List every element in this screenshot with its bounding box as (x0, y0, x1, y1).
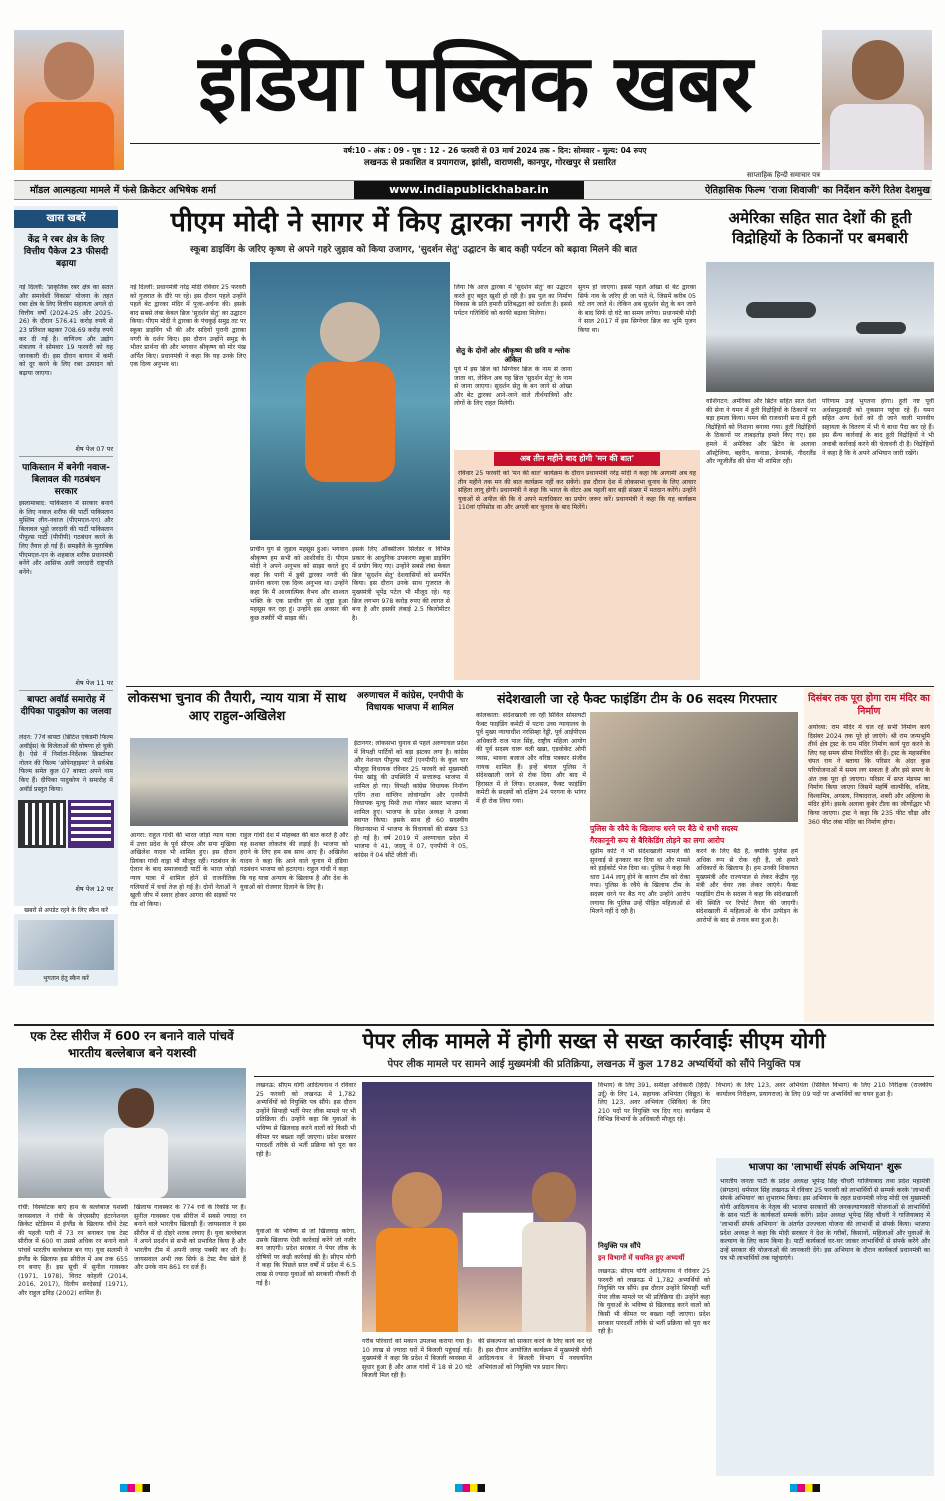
mann-ki-baat-box (454, 450, 700, 680)
sidebar (14, 206, 118, 986)
website[interactable]: www.indiapublickhabar.in (354, 181, 584, 199)
jaiswal-headline[interactable]: एक टेस्ट सीरीज में 600 रन बनाने वाले पांचवें भारतीय बल्लेबाज बने यशस्वी (30, 1029, 234, 1060)
sidebar-item-headline[interactable]: बाफ्टा अवॉर्ड समारोह में दीपिका पादुकोण का जलवा (20, 695, 112, 717)
masthead-strip (14, 180, 932, 200)
sandeshkhali-body: सुप्रीम कोर्ट ने भी संदेशखाली मामले की सुनवाई से इनकार कर दिया था और मामले को हाईकोर्ट भेज दिया था। पुलिस ने कहा कि धारा 144 लागू होने के कारण टीम को रोका गया। पुलिस के रवैये के खिलाफ टीम के सदस्य धरने पर बैठ गए और उन्होंने आरोप लगाया कि पुलिस उन्हें पीड़ित महिलाओं से मिलने नहीं दे रही है। (590, 848, 690, 916)
tagline: साप्ताहिक हिन्दी समाचार पत्र (747, 171, 820, 179)
lead-body: इसके लिए ऑक्सीजन सिलेंडर व विभिन्न प्रकार के आधुनिक उपकरण स्कूबा डाइविंग में प्रयोग किए गए। उन्होंने सबसे लंबा केबल ब्रिज 'सुदर्शन सेतु' देशवासियों को समर्पित किया। इस दौरान उनके साथ गुजरात के मुख्यमंत्री भूपेंद्र पटेल भी मौजूद रहे। यह ब्रिज लगभग 978 करोड़ रुपए की लागत से बना है और इसकी लंबाई 2.5 किलोमीटर है। (352, 546, 450, 622)
fact-finding-photo (590, 712, 798, 822)
yogi-headline[interactable]: पेपर लीक मामले में होगी सख्त से सख्त कार्रवाईः सीएम योगी (362, 1029, 826, 1053)
helicopter-photo (706, 262, 934, 392)
jaiswal-photo (18, 1068, 246, 1198)
yogi-body: विभाग) के लिए 123, अवर अभियंता (सिविल विभाग) के लिए 210 निरीक्षक (राजकीय कार्यालय निरीक्षण, प्रयागराज) के लिए 09 पदों पर अभ्यर्थियों का चयन हुआ है। (716, 1082, 932, 1098)
yogi-body: विभाग) के लिए 391, समीक्षा अधिकारी (हिंदी/उर्दू) के लिए 14, सहायक अभियंता (विद्युत) के लिए 123, अवर अभियंता (सिविल) के लिए 210 पदों पर नियुक्ति पत्र दिए गए। कार्यक्रम में विभिन्न विभागों के अधिकारी मौजूद रहे। (598, 1082, 710, 1124)
mann-ki-baat-body: रविवार 25 फरवरी को 'मन की बात' कार्यक्रम के दौरान प्रधानमंत्री नरेंद्र मोदी ने कहा कि आगामी अब वह तीन महीने तक मन की बात कार्यक्रम नहीं कर सकेंगे। इस दौरान देश में लोकसभा चुनाव के लिए आचार संहिता लागू होगी। प्रधानमंत्री ने कहा कि भारत के वोटर अब पहली बार बड़ी संख्या में मतदान करेंगे। उन्होंने युवाओं से अपील की कि वे अपने मताधिकार का प्रयोग जरूर करें। प्रधानमंत्री ने कहा कि यह कार्यक्रम 110वां एपिसोड था और अगली बार चुनाव के बाद मिलेंगे। (458, 470, 696, 512)
yogi-body: युवाओं के भविष्य से जो खिलवाड़ करेगा, उसके खिलाफ ऐसी कार्रवाई करेंगे जो नजीर बन जाएगी। प्रदेश सरकार ने पेपर लीक के दोषियों पर कड़ी कार्रवाई की है। सीएम योगी ने कहा कि पिछले सात वर्षों में प्रदेश में 6.5 लाख से ज्यादा युवाओं को सरकारी नौकरी दी गई है। (256, 1228, 356, 1287)
america-body: परिणाम उन्हें भुगतना होगा। हूती नष्ट पूर्वी अर्धसमुद्रवाही को नुकसान पहुंचा रहे हैं। यमन सहित अन्य देशों को दी जाने वाली मानवीय सहायता के वितरण में भी ये बाधा पैदा कर रहे हैं। इस सैन्य कार्रवाई के बाद हूती विद्रोहियों ने भी जवाबी कार्रवाई करने की चेतावनी दी है। विद्रोहियों ने कहा है कि वे अपने अभियान जारी रखेंगे। (822, 398, 934, 457)
rahul-akhilesh-photo (130, 738, 348, 826)
yogi-ceremony-photo (362, 1082, 592, 1332)
payment-photo (18, 920, 114, 970)
america-headline[interactable]: अमेरिका सहित सात देशों की हूती विद्रोहियों के ठिकानों पर बमबारी (728, 209, 912, 247)
qr-caption: खबरों से अपडेट रहने के लिए स्कैन करें (14, 906, 118, 914)
sandeshkhali-caption: गैरकानूनी रूप से बैरिकेडिंग तोड़ने का लगा आरोप (590, 836, 725, 845)
jaiswal-body: रांची: विस्फोटक बाएं हाथ के बल्लेबाज यशस्वी जायसवाल ने रांची के जेएससीए इंटरनेशनल क्रिकेट स्टेडियम में इंग्लैंड के खिलाफ चौथे टेस्ट की पहली पारी में 73 रन बनाकर एक टेस्ट सीरीज में 600 या उससे अधिक रन बनाने वाले पांचवें भारतीय बल्लेबाज बन गए। युवा सलामी ने इंग्लैंड के खिलाफ इस सीरीज में अब तक 655 रन बनाए हैं। इस सूची में सुनील गावस्कर (1971, 1978), विराट कोहली (2014, 2016, 2017), दिलीप सरदेसाई (1971), और राहुल द्रविड़ (2002) शामिल हैं। (18, 1204, 128, 1297)
sidebar-item-body: लंदन: 77वें बाफ्टा (ब्रिटिश एकेडमी फिल्म अवॉर्ड्स) के विजेताओं की घोषणा हो चुकी है। ऐसे में निर्माता-निर्देशक क्रिस्टोफर नोलन की फिल्म 'ओपेनहाइमर' ने सर्वश्रेष्ठ फिल्म समेत कुल 07 बाफ्टा अपने नाम किए हैं। दीपिका पादुकोण ने समारोह में अवॉर्ड प्रस्तुत किया। (19, 734, 113, 793)
rahul-headline[interactable]: लोकसभा चुनाव की तैयारी, न्याय यात्रा में साथ आए राहुल-अखिलेश (127, 691, 347, 724)
lead-body: प्राचीन युग से जुड़ाव महसूस हुआ। भगवान श्रीकृष्ण हम सभी को आशीर्वाद दें। पीएम मोदी ने अपने अनुभव को साझा करते हुए कहा कि पानी में डूबी द्वारका नगरी की प्रार्थना करना एक दिव्य अनुभव था। उन्होंने कहा कि मैं आध्यात्मिक वैभव और शाश्वत भक्ति के एक प्राचीन युग से जुड़ा हुआ महसूस कर रहा हूं। उन्होंने इस अवसर की कुछ तस्वीरें भी साझा कीं। (250, 546, 348, 622)
jaiswal-body: खिलाफ गावस्कर के 774 रनों के रिकॉर्ड पर हैं। सुनील गावस्कर एक सीरीज में सबसे ज्यादा रन बनाने वाले भारतीय खिलाड़ी हैं। जायसवाल ने इस सीरीज में दो दोहरे शतक लगाए हैं। युवा बल्लेबाज ने अपने प्रदर्शन से सभी को प्रभावित किया है और भारतीय टीम में अपनी जगह पक्की कर ली है। जायसवाल अभी तक सिर्फ 8 टेस्ट मैच खेले हैं और उनके नाम 861 रन दर्ज हैं। (134, 1204, 246, 1272)
actor-photo-right (822, 30, 932, 170)
qr-code[interactable] (68, 800, 114, 848)
qr-caption-payment: भुगतान हेतु स्कैन करें (43, 975, 89, 982)
left-teaser: मॉडल आत्महत्या मामले में फंसे क्रिकेटर अभिषेक शर्मा (30, 185, 216, 196)
ram-mandir-body: अयोध्या: राम मंदिर में चल रहे सभी निर्माण कार्य दिसंबर 2024 तक पूरे हो जाएंगे। श्री राम जन्मभूमि तीर्थ क्षेत्र ट्रस्ट के राम मंदिर निर्माण कार्य पूरा करने के लिए यह समय सीमा निर्धारित की है। ट्रस्ट के महासचिव चंपत राय ने बताया कि परिसर के अंदर कुछ परियोजनाओं में समय लग सकता है और इसे समय के अंत तक पूरा हो जाएगा। परिसर में सप्त मंडपम का निर्माण किया जाएगा जिसमें महर्षि वाल्मीकि, वशिष्ठ, विश्वामित्र, अगस्त्य, निषादराज, शबरी और अहिल्या के मंदिर होंगे। इसके अलावा कुबेर टीला का जीर्णोद्धार भी किया जाएगा। ट्रस्ट ने कहा कि 235 फीट चौड़ा और 360 फीट लंबा मंदिर का निर्माण होगा। (808, 724, 930, 826)
sandeshkhali-body: कोलकाता: संदेशखाली जा रही सिविल सोसायटी फैक्ट फाइंडिंग कमेटी में पटना उच्च न्यायालय के पूर्व मुख्य न्यायाधीश नरसिम्हा रेड्डी, पूर्व आईपीएस अधिकारी राज पाल सिंह, राष्ट्रीय महिला आयोग की पूर्व सदस्य चारू वली खन्ना, एडवोकेट ओपी व्यास, भावना बजाज और वरिष्ठ पत्रकार संजीव नायक शामिल हैं। इन्हें बंगाल पुलिस ने संदेशखाली जाने से रोक दिया और बाद में हिरासत में ले लिया। दरअसल, फैक्ट फाइंडिंग कमेटी के सदस्यों को दक्षिण 24 परगना के भांगर में ही रोक लिया गया। (476, 712, 586, 805)
rahul-body: राहुल गांधी देश में मोहब्बत की बात करते हैं और यह सशक्त लोकतंत्र की लड़ाई है। भाजपा को हराने के लिए हम सब साथ आए हैं। अखिलेश यादव ने कहा कि आने वाले चुनाव में इंडिया गठबंधन भाजपा को हटाएगा। राहुल गांधी ने कहा कि यह यात्रा अन्याय के खिलाफ है और देश के युवाओं को रोजगार दिलाने के लिए है। (240, 832, 348, 891)
bjp-box (716, 1158, 934, 1476)
sidebar-item-more[interactable]: शेष पेज 12 पर (75, 885, 113, 893)
sidebar-item-headline[interactable]: पाकिस्तान में बनेगी नवाज-बिलावल की गठबंधन सरकार (22, 463, 110, 497)
lead-body: पूर्व में इस ब्रिज को सिग्नेचर ब्रिज के नाम से जाना जाता था, लेकिन अब यह ब्रिज 'सुदर्शन सेतु' के नाम से जाना जाएगा। सुदर्शन सेतु के बन जाने से ओखा और बेट द्वारका आने-जाने वाले तीर्थयात्रियों और लोगों के लिए राहत मिलेगी। (454, 366, 572, 408)
sandeshkhali-headline[interactable]: संदेशखाली जा रहे फैक्ट फाइंडिंग टीम के 06 सदस्य गिरफ्तार (497, 691, 777, 706)
departments-caption: इन विभागों में चयनित हुए अभ्यर्थी (598, 1254, 685, 1262)
qr-code[interactable] (18, 800, 66, 848)
nomination-heading: नियुक्ति पत्र सौंपे (598, 1242, 641, 1250)
ram-mandir-box (804, 688, 934, 1022)
masthead-title: इंडिया पब्लिक खबर (198, 38, 752, 129)
lead-subhead2: सेतु के दोनों ओर श्रीकृष्ण की छवि व श्लोक अंकित (456, 346, 570, 364)
editions-line: लखनऊ से प्रकाशित व प्रयागराज, झांसी, वाराणसी, कानपुर, गोरखपुर से प्रसारित (363, 158, 617, 168)
lead-body: लिया कि आज द्वारका में 'सुदर्शन सेतु' का उद्घाटन करते हुए बहुत खुशी हो रही है। इस पुल का निर्माण विकास के प्रति हमारी प्रतिबद्धता को दर्शाता है। इससे पर्यटन गतिविधि को काफी बढ़ावा मिलेगा। (454, 284, 572, 317)
bjp-headline[interactable]: भाजपा का 'लाभार्थी संपर्क अभियान' शुरू (748, 1162, 902, 1173)
sidebar-item-headline[interactable]: केंद्र ने रबर क्षेत्र के लिए वित्तीय पैकेज 23 फीसदी बढ़ाया (23, 235, 109, 269)
yogi-body: लखनऊ: सीएम योगी आदित्यनाथ ने रविवार 25 फरवरी को लखनऊ में 1,782 अभ्यर्थियों को नियुक्ति पत्र सौंपे। इस दौरान उन्होंने सिपाही भर्ती पेपर लीक मामले पर भी प्रतिक्रिया दी। उन्होंने कहा कि युवाओं के भविष्य से खिलवाड़ करने वालों को किसी भी कीमत पर बख्शा नहीं जाएगा। प्रदेश सरकार पारदर्शी तरीके से भर्ती प्रक्रिया को पूरा कर रही है। (598, 1268, 710, 1336)
yogi-body: गरीब परिवारों को मकान उपलब्ध कराया गया है। 10 लाख से ज्यादा घरों में बिजली पहुंचाई गई। मुख्यमंत्री ने कहा कि प्रदेश में बिजली व्यवस्था में सुधार हुआ है और आज गांवों में 18 से 20 घंटे बिजली मिल रही है। (362, 1338, 472, 1380)
sidebar-header: खास खबरें (14, 210, 118, 228)
sidebar-item-more[interactable]: शेष पेज 11 पर (75, 679, 113, 687)
mann-ki-baat-heading[interactable]: अब तीन महीने बाद होगी 'मन की बात' (494, 452, 660, 466)
yogi-subhead: पेपर लीक मामले पर सामने आई मुख्यमंत्री की प्रतिक्रिया, लखनऊ में कुल 1782 अभ्यर्थियों को सौंपे नियुक्ति पत्र (387, 1059, 801, 1070)
america-body: वाशिंगटन: अमेरिका और ब्रिटेन सहित सात देशों की सेना ने यमन में हूती विद्रोहियों के ठिकानों पर बड़ा हमला किया। यमन की राजधानी सना में हूती विद्रोहियों को निशाना बनाया गया। हूती विद्रोहियों के ठिकानों पर ताबड़तोड़ हमले किए गए। इस हमले में अमेरिका और ब्रिटेन के अलावा ऑस्ट्रेलिया, बहरीन, कनाडा, डेनमार्क, नीदरलैंड और न्यूजीलैंड की सेना भी शामिल रही। (706, 398, 816, 466)
sandeshkhali-caption: पुलिस के रवैये के खिलाफ धरने पर बैठे थे सभी सदस्य (590, 824, 738, 833)
arunachal-headline[interactable]: अरुणाचल में कांग्रेस, एनपीपी के विधायक भाजपा में शामिल (356, 691, 464, 713)
lead-body: नई दिल्ली: प्रधानमंत्री नरेंद्र मोदी रविवार 25 फरवरी को गुजरात के दौरे पर रहे। इस दौरान पहले उन्होंने पहले बेट द्वारका मंदिर में पूजा-अर्चना की। इसके बाद सबसे लंबा केबल ब्रिज 'सुदर्शन सेतु' का उद्घाटन किया। पीएम मोदी ने द्वारका के पंचकुई समुद्र तट पर स्कूबा डाइविंग भी की और सदियों पुरानी द्वारका नगरी के दर्शन किए। इस दौरान उन्होंने समुद्र के भीतर प्रार्थना की और भगवान श्रीकृष्ण को मोर पंख अर्पित किए। प्रधानमंत्री ने कहा कि यह उनके लिए एक दिव्य अनुभव था। (130, 284, 246, 369)
masthead-rule (130, 143, 820, 144)
lead-headline[interactable]: पीएम मोदी ने सागर में किए द्वारका नगरी के दर्शन (170, 207, 657, 238)
cricketer-photo-left (14, 30, 124, 170)
rahul-body: आगरा: राहुल गांधी की भारत जोड़ो न्याय यात्रा में उत्तर प्रदेश के पूर्व सीएम और सपा मुखिया अखिलेश यादव भी शामिल हुए। इस दौरान प्रियंका गांधी वाड्रा भी मौजूद रहीं। गठबंधन के ऐलान के बाद समाजवादी पार्टी के भारत जोड़ो न्याय यात्रा में शामिल होने से राजनीतिक गलियारों में चर्चा तेज हो गई है। दोनों नेताओं ने खुली जीप में सवार होकर आगरा की सड़कों पर रोड शो किया। (130, 832, 236, 908)
print-registration-marks (120, 1484, 820, 1494)
yogi-body: लखनऊ: सीएम योगी आदित्यनाथ ने रविवार 25 फरवरी को लखनऊ में 1,782 अभ्यर्थियों को नियुक्ति पत्र सौंपे। इस दौरान उन्होंने सिपाही भर्ती पेपर लीक मामले पर भी प्रतिक्रिया दी। उन्होंने कहा कि युवाओं के भविष्य से खिलवाड़ करने वालों को किसी भी कीमत पर बख्शा नहीं जाएगा। प्रदेश सरकार पारदर्शी तरीके से भर्ती प्रक्रिया को पूरा कर रही है। (256, 1082, 356, 1158)
sidebar-item-body: इस्लामाबाद: पाकिस्तान में सरकार बनाने के लिए नवाज शरीफ की पार्टी पाकिस्तान मुस्लिम लीग-नवाज (पीएमएल-एन) और बिलावल भुट्टो जरदारी की पार्टी पाकिस्तान पीपुल्स पार्टी (पीपीपी) गठबंधन करने के लिए तैयार हो गई हैं। समझौते के मुताबिक पीएमएल-एन के शहबाज शरीफ प्रधानमंत्री बनेंगे और आसिफ अली जरदारी राष्ट्रपति बनेंगे। (19, 500, 113, 576)
yogi-body: की संकल्पना को साकार करने के लिए कार्य कर रहे हैं। इस दौरान आयोजित कार्यक्रम में मुख्यमंत्री योगी आदित्यनाथ ने बिजली विभाग में नवचयनित अभियंताओं को नियुक्ति पत्र प्रदान किए। (478, 1338, 592, 1371)
sidebar-item-more[interactable]: शेष पेज 07 पर (75, 445, 113, 453)
arunachal-body: ईटानगर: लोकसभा चुनाव से पहले अरुणाचल प्रदेश में विपक्षी पार्टियों को बड़ा झटका लगा है। कांग्रेस और नेशनल पीपुल्स पार्टी (एनपीपी) के कुल चार मौजूदा विधायक रविवार 25 फरवरी को मुख्यमंत्री पेमा खांडू की उपस्थिति में सत्तारूढ़ भाजपा में शामिल हो गए। विपक्षी कांग्रेस विधायक निनॉन्ग एरिंग तथा वांग्लिन लोवांगडोंग और एनपीपी विधायक मुत्चु मिथी तथा गोकर बसार भाजपा में शामिल हुए। भाजपा के प्रदेश अध्यक्ष ने उनका स्वागत किया। इसके साथ ही 60 सदस्यीय विधानसभा में भाजपा के विधायकों की संख्या 53 हो गई है। वर्ष 2019 में अरुणाचल प्रदेश में भाजपा ने 41, जदयू ने 07, एनपीपी ने 05, कांग्रेस ने 04 सीटें जीती थीं। (354, 740, 468, 859)
lead-subhead: स्कूबा डाइविंग के जरिए कृष्ण से अपने गहरे जुड़ाव को किया उजागर, 'सुदर्शन सेतु' उद्घाटन के बाद कही पर्यटन को बढ़ावा मिलने की बात (190, 245, 637, 255)
sandeshkhali-body: करने के लिए बैठे हैं, क्योंकि पुलिस हमें अधिक रूप से रोक रही है, जो हमारे अधिकारों के खिलाफ है। हम उनकी शिकायत मुख्यमंत्री और राज्यपाल से लेकर केंद्रीय गृह मंत्री और चेयर तक लेकर जाएंगे। फैक्ट फाइंडिंग टीम के सदस्य ने कहा कि संदेशखाली की स्थिति पर रिपोर्ट तैयार की जाएगी। संदेशखाली में महिलाओं के यौन उत्पीड़न के आरोपों के बाद से तनाव बना हुआ है। (696, 848, 798, 924)
right-teaser: ऐतिहासिक फिल्म 'राजा शिवाजी' का निर्देशन करेंगे रितेश देशमुख (704, 185, 930, 196)
sidebar-item-body: नई दिल्ली: 'प्राकृतिक रबर क्षेत्र का सतत और समावेशी विकास' योजना के तहत रबर क्षेत्र के लिए वित्तीय सहायता अगले दो वित्तीय वर्षों (2024-25 और 2025-26) के दौरान 576.41 करोड़ रुपये से 23 प्रतिशत बढ़कर 708.69 करोड़ रुपये कर दी गई है। वाणिज्य और उद्योग मंत्रालय ने सोमवार 19 फरवरी को यह जानकारी दी। इस दौरान बागान में कमी को दूर करने के लिए रबर उत्पादन को बढ़ाया जाएगा। (19, 284, 113, 377)
issue-info: वर्ष:10 - अंक : 09 - पृष्ठ : 12 - 26 फरवरी से 03 मार्च 2024 तक - दिन: सोमवार - मूल्य: 04 रुपए (343, 146, 647, 155)
bjp-body: भारतीय जनता पार्टी के प्रदेश अध्यक्ष भूपेन्द्र सिंह चौधरी गाजियाबाद तथा प्रदेश महामंत्री (संगठन) धर्मपाल सिंह लखनऊ में रविवार 25 फरवरी को लाभार्थियों से सम्पर्क करके 'लाभार्थी संपर्क अभियान' का शुभारम्भ किया। इस अभियान के तहत प्रधानमंत्री नरेन्द्र मोदी एवं मुख्यमंत्री योगी आदित्यनाथ के नेतृत्व की भाजपा सरकारों की जनकल्याणकारी योजनाओं से लाभार्थियों के साथ पार्टी के कार्यकर्ता सम्पर्क करेंगे। प्रदेश अध्यक्ष भूपेन्द्र सिंह चौधरी ने गाजियाबाद में 'लाभार्थी संपर्क अभियान' के अंतर्गत उज्ज्वला योजना की लाभार्थी से संपर्क किया। भाजपा प्रदेश अध्यक्ष ने कहा कि मोदी सरकार ने देश के गरीबों, किसानों, महिलाओं और युवाओं के कल्याण के लिए काम किया है। पार्टी कार्यकर्ता घर-घर जाकर लाभार्थियों से संपर्क करेंगे और उन्हें सरकार की योजनाओं की जानकारी देंगे। इस अभियान के दौरान कार्यकर्ता प्रधानमंत्री का पत्र भी लाभार्थियों तक पहुंचाएंगे। (720, 1178, 930, 1263)
pm-scuba-photo (250, 262, 450, 540)
ram-mandir-headline[interactable]: दिसंबर तक पूरा होगा राम मंदिर का निर्माण (808, 693, 930, 717)
lead-body: सुगम हो जाएगा। इससे पहले ओखा से बेट द्वारका सिर्फ नाव के जरिए ही जा पाते थे, जिसमें करीब 05 घंटे लग जाते थे। लेकिन अब सुदर्शन सेतु के बन जाने के बाद सिर्फ दो घंटे का समय लगेगा। प्रधानमंत्री मोदी ने साल 2017 में इस सिग्नेचर ब्रिज का भूमि पूजन किया था। (578, 284, 696, 334)
